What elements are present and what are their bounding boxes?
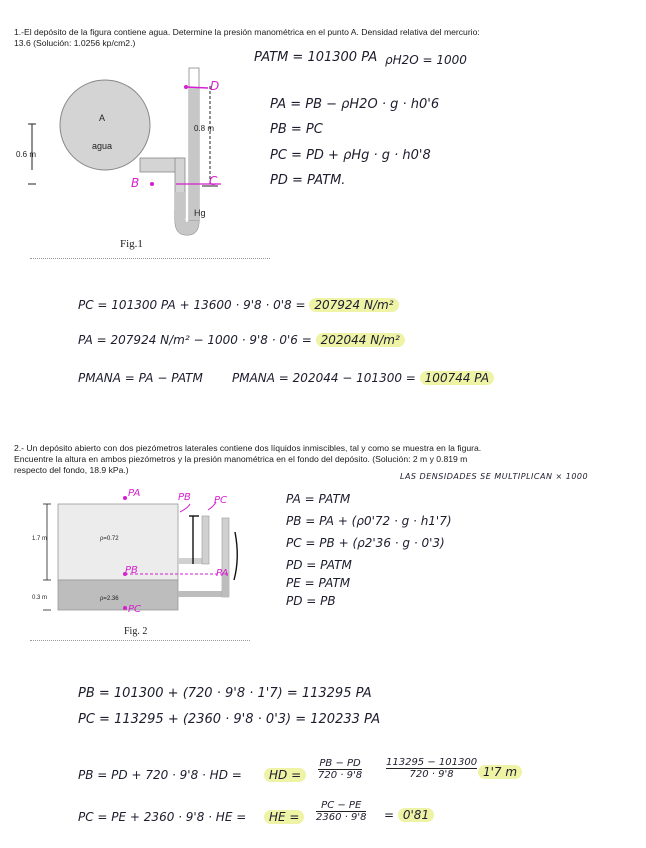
he-result: = 0'81 (384, 808, 434, 822)
hd-fraction (318, 758, 362, 781)
fig2-pb-label: PB (125, 565, 138, 576)
he-def (264, 810, 304, 824)
hd-den: 720 · 9'8 (318, 770, 363, 781)
arrow-to-d (186, 87, 208, 88)
he-def-label: HE = (264, 810, 304, 824)
tank-label-a: A (99, 113, 106, 123)
hd-den2: 720 · 9'8 (409, 769, 454, 780)
p2-eq-6: PD = PB (286, 594, 336, 608)
rho2-label: ρ=2.36 (100, 596, 119, 602)
dot-d (184, 85, 188, 89)
patm-given: PATM = 101300 PA (254, 50, 378, 65)
fig2-pc-label: PC (128, 604, 142, 615)
fig2-pa2-label: PA (216, 568, 229, 579)
figure-2-caption: Fig. 2 (124, 626, 148, 637)
point-c-label: C (209, 174, 218, 188)
he-num: PC − PE (316, 800, 366, 812)
calc-pman-def: PMANA = PA − PATM (78, 371, 203, 385)
rho-water-given: ρH2O = 1000 (385, 53, 467, 67)
problem-2-line-2: Encuentre la altura en ambos piezómetros y la presión manométrica en el fondo del depósito. (Solución: 2 m y 0.819 m (14, 454, 468, 464)
calc-pc2: PC = 113295 + (2360 · 9'8 · 0'3) = 120233 PA (78, 712, 381, 727)
fig2-pc2-label: PC (214, 495, 228, 506)
he-result-value: 0'81 (398, 808, 434, 822)
mercury-column (189, 88, 199, 220)
calc-pa-result: 202044 N/m² (316, 333, 405, 347)
densities-note: LAS DENSIDADES SE MULTIPLICAN × 1000 (400, 472, 589, 481)
calc-pa-expr: PA = 207924 N/m² − 1000 · 9'8 · 0'6 = (78, 333, 312, 347)
divider-2 (30, 640, 250, 641)
height-08-label: 0.8 m (194, 124, 215, 133)
problem-2-line-3: respecto del fondo, 18.9 kPa.) (14, 465, 129, 475)
height-06-label: 0.6 m (16, 150, 37, 159)
dot-b (150, 182, 154, 186)
hd-num2: 113295 − 101300 (386, 757, 478, 768)
calc-pc-result: 207924 N/m² (309, 298, 398, 312)
p2-eq-1: PA = PATM (286, 492, 351, 506)
point-d-label: D (210, 79, 220, 93)
calc-pb: PB = 101300 + (720 · 9'8 · 1'7) = 113295 PA (78, 686, 372, 701)
problem-2-line-1: 2.- Un depósito abierto con dos piezómetros laterales contiene dos líquidos inmiscibles, tal y como se muestra en la figura. (14, 443, 482, 453)
p2-eq-3: PC = PB + (ρ2'36 · g · 0'3) (286, 536, 445, 550)
divider-1 (30, 258, 270, 259)
piezometer-2-pipe (178, 591, 228, 597)
calc-pc-expr: PC = 101300 PA + 13600 · 9'8 · 0'8 = (78, 298, 306, 312)
water-tank (60, 80, 150, 170)
tank-label-agua: agua (92, 141, 113, 151)
rho1-label: ρ=0.72 (100, 536, 119, 542)
p2-eq-5: PE = PATM (286, 576, 351, 590)
hd-fraction-2 (386, 757, 477, 780)
he-lhs: PC = PE + 2360 · 9'8 · HE = (78, 810, 247, 824)
tank-lower-fluid (58, 580, 178, 610)
piezometer-1-tube (202, 516, 209, 564)
hd-def-label: HD = (264, 768, 306, 782)
hd-result-value: 1'7 m (478, 765, 522, 779)
tank-upper-fluid (58, 504, 178, 580)
he-fraction (316, 800, 366, 823)
problem-1-line-2: 13.6 (Solución: 1.0256 kp/cm2.) (14, 38, 136, 48)
hd-result (478, 765, 522, 779)
calc-pc (78, 298, 399, 312)
point-b-label: B (131, 176, 140, 190)
problem-1-statement (14, 27, 634, 49)
h2-label: 0.3 m (32, 595, 48, 601)
mercury-label: Hg (194, 208, 206, 218)
figure-1-caption: Fig.1 (120, 238, 143, 250)
calc-pa (78, 333, 405, 347)
hd-lhs: PB = PD + 720 · 9'8 · HD = (78, 768, 242, 782)
problem-1-line-1: 1.-El depósito de la figura contiene agua. Determine la presión manométrica en el punto A. Densidad relativa del mercurio: (14, 27, 480, 37)
eq-pb: PB = PC (270, 122, 323, 137)
he-den: 2360 · 9'8 (316, 812, 367, 823)
figure-1 (20, 60, 240, 260)
h1-label: 1.7 m (32, 536, 48, 542)
eq-pa: PA = PB − ρH2O · g · h0'6 (270, 97, 440, 112)
p2-eq-2: PB = PA + (ρ0'72 · g · h1'7) (286, 514, 452, 528)
calc-pman-expr: PMANA = 202044 − 101300 = (232, 371, 416, 385)
calc-pman-result: 100744 PA (420, 371, 494, 385)
eq-pc: PC = PD + ρHg · g · h0'8 (270, 148, 431, 163)
fig2-pb2-label: PB (178, 492, 191, 503)
hd-def (264, 768, 306, 782)
eq-pd: PD = PATM. (270, 173, 346, 188)
p2-eq-4: PD = PATM (286, 558, 352, 572)
hd-num: PB − PD (319, 758, 361, 769)
calc-pman (232, 371, 494, 385)
fig2-pa-label: PA (128, 488, 141, 499)
